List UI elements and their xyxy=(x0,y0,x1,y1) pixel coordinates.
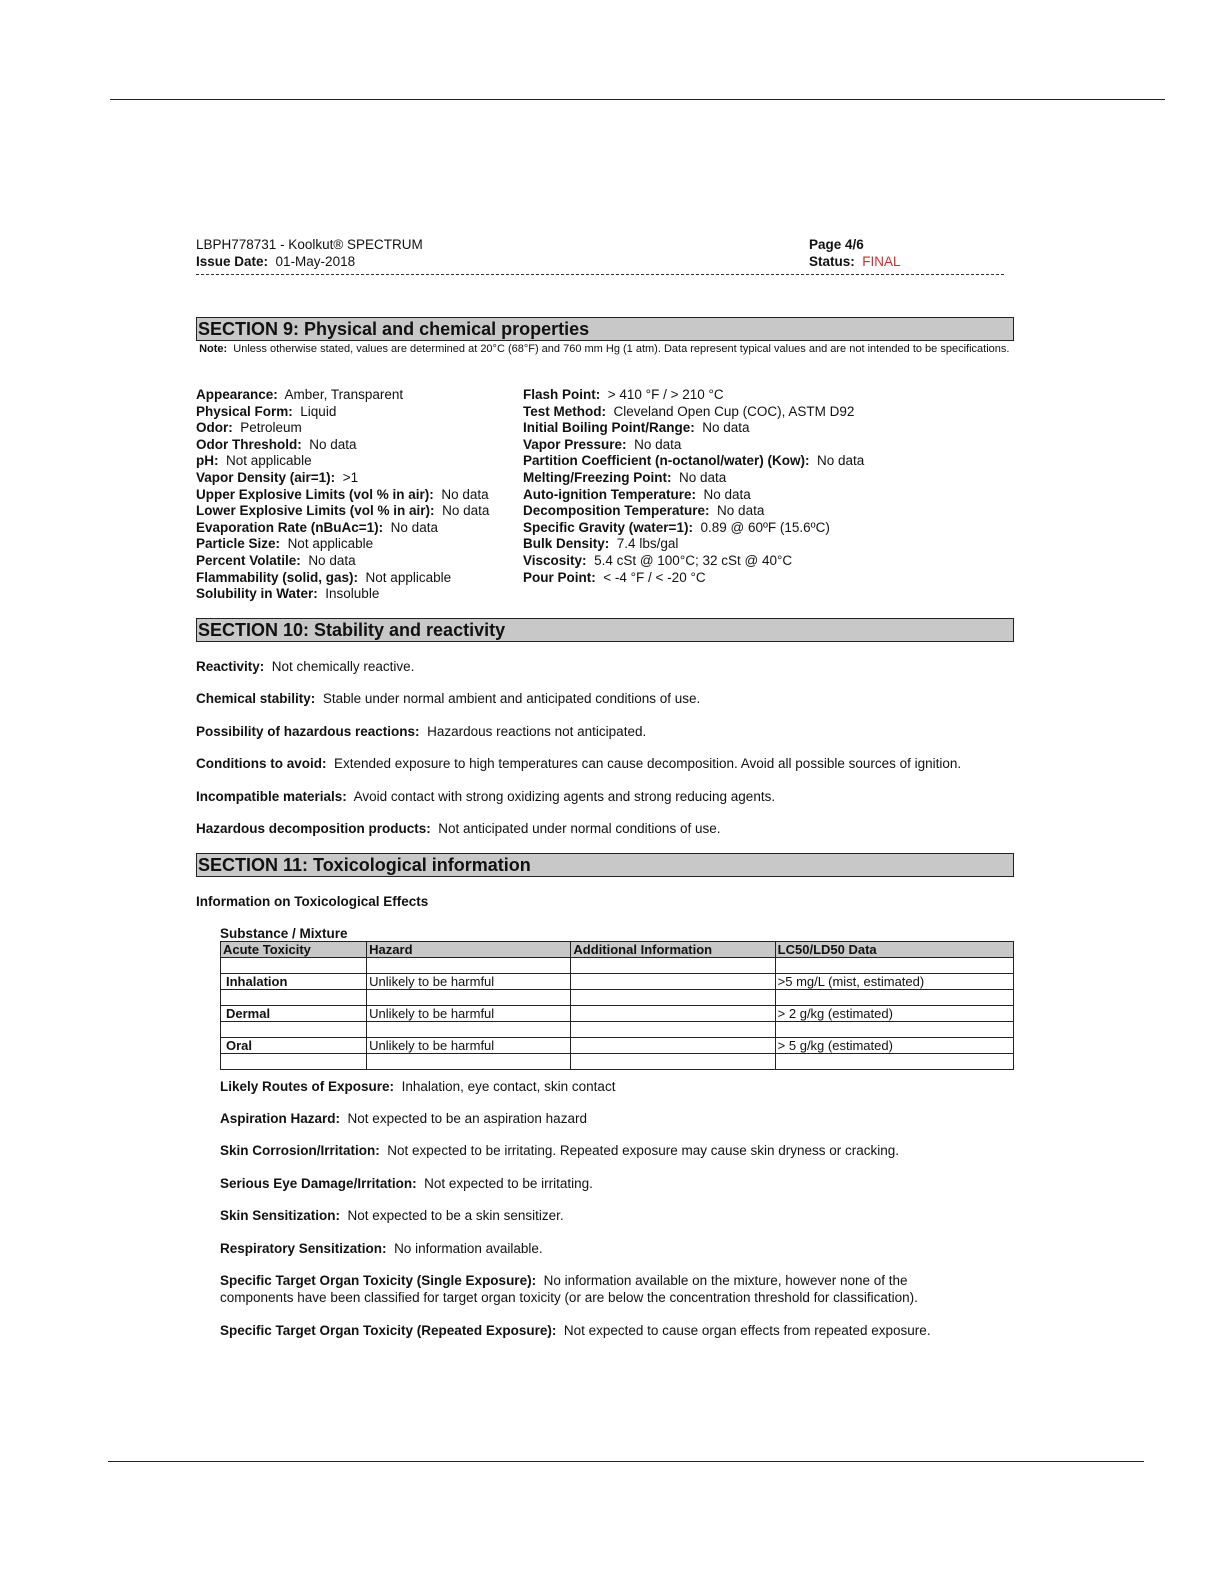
stability-item: Hazardous decomposition products: Not anticipated under normal conditions of use. xyxy=(196,821,721,836)
table-row: Dermal Unlikely to be harmful > 2 g/kg (estimated) xyxy=(221,1006,1014,1022)
tox-item: Specific Target Organ Toxicity (Repeated Exposure): Not expected to cause organ effects from repeated exposure. xyxy=(220,1323,931,1338)
property-row: Physical Form: Liquid xyxy=(196,403,337,419)
acute-toxicity-table xyxy=(220,941,1014,1070)
tox-item: Respiratory Sensitization: No information available. xyxy=(220,1241,543,1256)
property-row: Flammability (solid, gas): Not applicable xyxy=(196,569,452,585)
note-label: Note: xyxy=(199,343,228,355)
section-10-title: SECTION 10: Stability and reactivity xyxy=(196,618,1014,642)
property-row: Vapor Density (air=1): >1 xyxy=(196,469,359,485)
note-text: Unless otherwise stated, values are determined at 20°C (68°F) and 760 mm Hg (1 atm). Data represent typical values and are not intended to be specifications. xyxy=(233,343,1010,355)
table-row: Oral Unlikely to be harmful > 5 g/kg (estimated) xyxy=(221,1038,1014,1054)
property-row: Initial Boiling Point/Range: No data xyxy=(523,420,750,436)
stability-item: Reactivity: Not chemically reactive. xyxy=(196,659,415,674)
section-9-note xyxy=(196,342,1016,356)
tox-item: Aspiration Hazard: Not expected to be an aspiration hazard xyxy=(220,1111,587,1126)
property-row: Test Method: Cleveland Open Cup (COC), ASTM D92 xyxy=(523,403,855,419)
table-spacer-row xyxy=(221,1022,1014,1038)
property-row: Odor Threshold: No data xyxy=(196,436,357,452)
table-header-cell: Acute Toxicity xyxy=(221,942,367,958)
tox-item: Skin Corrosion/Irritation: Not expected to be irritating. Repeated exposure may cause skin dryness or cracking. xyxy=(220,1143,900,1158)
table-header-row xyxy=(221,942,1014,958)
property-row: Particle Size: Not applicable xyxy=(196,536,374,552)
section-11-title: SECTION 11: Toxicological information xyxy=(196,853,1014,877)
table-spacer-row xyxy=(221,990,1014,1006)
property-row: Evaporation Rate (nBuAc=1): No data xyxy=(196,519,438,535)
issue-date-label: Issue Date: xyxy=(196,254,269,269)
table-row: Inhalation Unlikely to be harmful >5 mg/L (mist, estimated) xyxy=(221,974,1014,990)
property-row: Vapor Pressure: No data xyxy=(523,436,682,452)
tox-item: Serious Eye Damage/Irritation: Not expected to be irritating. xyxy=(220,1176,593,1191)
section-9-title: SECTION 9: Physical and chemical properties xyxy=(196,317,1014,341)
doc-header-right xyxy=(809,236,901,270)
property-row: Pour Point: < -4 °F / < -20 °C xyxy=(523,569,706,585)
property-row: pH: Not applicable xyxy=(196,453,312,469)
top-rule xyxy=(110,99,1165,100)
table-header-cell: LC50/LD50 Data xyxy=(775,942,1013,958)
property-row: Auto-ignition Temperature: No data xyxy=(523,486,751,502)
property-row: Melting/Freezing Point: No data xyxy=(523,469,727,485)
properties-right-column xyxy=(523,387,864,586)
table-header-cell: Hazard xyxy=(367,942,571,958)
properties-left-column xyxy=(196,387,489,603)
property-row: Lower Explosive Limits (vol % in air): No data xyxy=(196,503,490,519)
page-number: Page 4/6 xyxy=(809,237,864,252)
property-row: Decomposition Temperature: No data xyxy=(523,503,765,519)
product-id: LBPH778731 - Koolkut® SPECTRUM xyxy=(196,237,423,252)
stability-item: Chemical stability: Stable under normal ambient and anticipated conditions of use. xyxy=(196,691,701,706)
property-row: Partition Coefficient (n-octanol/water) (Kow): No data xyxy=(523,453,865,469)
status-label: Status: xyxy=(809,254,855,269)
bottom-rule xyxy=(108,1461,1144,1462)
doc-header-left xyxy=(196,236,423,270)
tox-item: Skin Sensitization: Not expected to be a skin sensitizer. xyxy=(220,1208,564,1223)
tox-item: Specific Target Organ Toxicity (Single Exposure): No information available on the mixture, however none of the components have been classified for target organ toxicity (or are below the concentration threshold for classification). xyxy=(220,1273,918,1305)
property-row: Odor: Petroleum xyxy=(196,420,302,436)
property-row: Flash Point: > 410 °F / > 210 °C xyxy=(523,387,724,402)
property-row: Appearance: Amber, Transparent xyxy=(196,387,404,402)
property-row: Viscosity: 5.4 cSt @ 100°C; 32 cSt @ 40°C xyxy=(523,552,793,568)
table-spacer-row xyxy=(221,958,1014,974)
property-row: Bulk Density: 7.4 lbs/gal xyxy=(523,536,679,552)
property-row: Specific Gravity (water=1): 0.89 @ 60ºF (15.6ºC) xyxy=(523,519,830,535)
tox-subtitle: Information on Toxicological Effects xyxy=(196,894,429,909)
stability-item: Conditions to avoid: Extended exposure to high temperatures can cause decomposition. Avoid all possible sources of ignition. xyxy=(196,756,962,771)
tox-item: Likely Routes of Exposure: Inhalation, eye contact, skin contact xyxy=(220,1079,616,1094)
stability-item: Possibility of hazardous reactions: Hazardous reactions not anticipated. xyxy=(196,724,647,739)
table-spacer-row xyxy=(221,1054,1014,1070)
status-value: FINAL xyxy=(862,254,901,269)
property-row: Upper Explosive Limits (vol % in air): No data xyxy=(196,486,489,502)
table-caption: Substance / Mixture xyxy=(220,926,348,941)
header-divider xyxy=(196,274,1004,275)
property-row: Solubility in Water: Insoluble xyxy=(196,586,380,602)
table-header-cell: Additional Information xyxy=(571,942,775,958)
property-row: Percent Volatile: No data xyxy=(196,552,356,568)
stability-item: Incompatible materials: Avoid contact with strong oxidizing agents and strong reducing agents. xyxy=(196,789,776,804)
issue-date-value: 01-May-2018 xyxy=(275,254,356,269)
